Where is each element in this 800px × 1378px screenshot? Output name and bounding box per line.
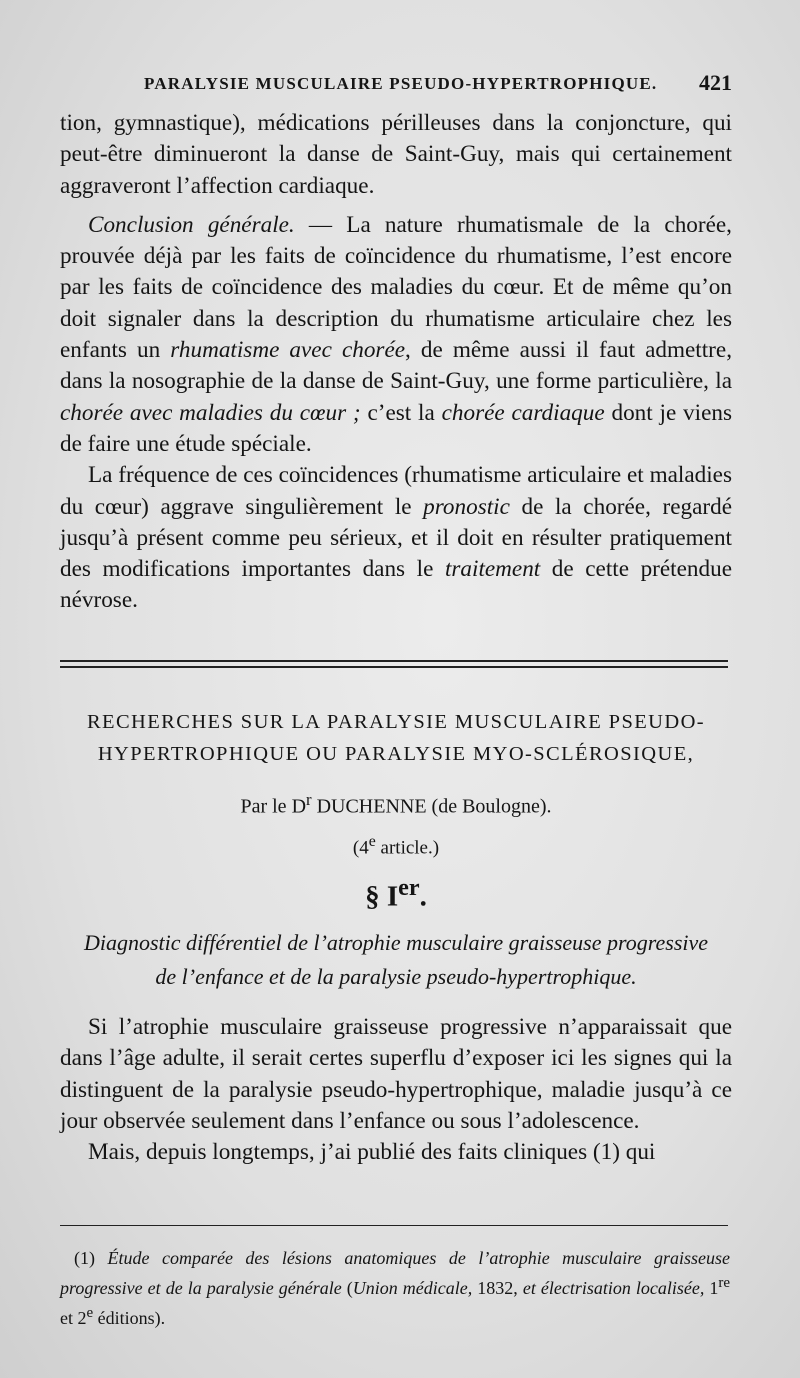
- italic-run: chorée avec maladies du cœur ;: [60, 399, 361, 426]
- footnote-text: 1832,: [472, 1278, 523, 1298]
- subtitle-line-2: de l’enfance et de la paralysie pseudo-hypertrophique.: [155, 964, 637, 989]
- running-head-title: PARALYSIE MUSCULAIRE PSEUDO-HYPERTROPHIQUE.: [144, 74, 658, 93]
- italic-run: traitement: [444, 556, 541, 583]
- section-superscript: er: [398, 874, 420, 901]
- article-title-line-1: RECHERCHES SUR LA PARALYSIE MUSCULAIRE PSEUDO-: [86, 711, 706, 733]
- article-title-line-2: HYPERTROPHIQUE OU PARALYSIE MYO-SCLÉROSIQUE,: [97, 743, 695, 765]
- footnote-marker: (1): [74, 1248, 108, 1268]
- text-run: dont je viens de faire une étude spéciale.: [60, 399, 732, 457]
- double-rule-divider: [60, 660, 728, 668]
- italic-run: chorée cardiaque: [441, 399, 605, 426]
- article-title: [60, 706, 732, 770]
- paragraph-atrophie: [60, 1012, 732, 1137]
- footnote-text: éditions).: [93, 1308, 166, 1328]
- footnote-italic: Étude comparée des lésions anatomiques de l’atrophie musculaire graisseuse progressive et de la paralysie générale: [60, 1248, 730, 1298]
- paragraph-conclusion: [60, 210, 732, 460]
- paragraph-text: tion, gymnastique), médications périlleuses dans la conjoncture, qui peut-être diminueront la danse de Saint-Guy, mais qui certainement aggraveront l’affection cardiaque.: [60, 110, 732, 199]
- text-run: de cette prétendue névrose.: [60, 556, 732, 614]
- italic-run: rhumatisme avec chorée: [170, 337, 406, 364]
- paragraph-text: Si l’atrophie musculaire graisseuse progressive n’apparaissait que dans l’âge adulte, il serait certes superflu d’exposer ici les signes qui la distinguent de la paralysie pseudo-hypertrophique, maladie jusqu’à ce jour observée seulement dans l’enfance ou sous l’adolescence.: [60, 1014, 732, 1134]
- text-run: c’est la: [360, 399, 442, 426]
- body-text-lower: [60, 1012, 732, 1168]
- byline-name: DUCHENNE (de Boulogne).: [311, 795, 552, 818]
- text-run: — La nature rhumatismale de la chorée, prouvée déjà par les faits de coïncidence du rhumatisme, l’est encore par les faits de coïncidence des maladies du cœur. Et de même qu’on doit signaler dans la description du rhumatisme articulaire chez les enfants un: [60, 211, 732, 364]
- footnote-superscript: re: [718, 1275, 731, 1291]
- author-byline: [60, 790, 732, 819]
- footnote: [60, 1246, 730, 1331]
- footnote-text: 1: [704, 1278, 719, 1298]
- section-subtitle: [60, 926, 732, 994]
- italic-run: pronostic: [423, 493, 510, 520]
- section-heading: [60, 874, 732, 914]
- text-run: La fréquence de ces coïncidences (rhumatisme articulaire et maladies du cœur) aggrave singulièrement le: [60, 462, 732, 520]
- section-prefix: § I: [365, 880, 399, 913]
- article-number: [60, 833, 732, 859]
- footnote-superscript: e: [86, 1305, 94, 1321]
- article-number-superscript: e: [368, 833, 376, 850]
- footnote-italic: et électrisation localisée,: [522, 1278, 705, 1298]
- paragraph-frequence: [60, 460, 732, 616]
- conclusion-lead: Conclusion générale.: [88, 211, 295, 238]
- byline-prefix: Par le D: [240, 795, 307, 818]
- footnote-italic: Union médicale,: [352, 1278, 473, 1298]
- page-number: 421: [699, 70, 732, 95]
- article-number-suffix: article.): [375, 837, 440, 859]
- footnote-rule: [60, 1225, 728, 1226]
- section-suffix: .: [419, 880, 427, 913]
- paragraph-continuation: [60, 108, 732, 202]
- text-run: de la chorée, regardé jusqu’à présent comme peu sérieux, et il doit en résulter pratiquement des modifications importantes dans le: [60, 493, 732, 583]
- text-run: , de même aussi il faut admettre, dans la nosographie de la danse de Saint-Guy, une forme particulière, la: [60, 337, 732, 395]
- footnote-text: et 2: [60, 1308, 87, 1328]
- paragraph-mais: [60, 1137, 732, 1168]
- paragraph-text: Mais, depuis longtemps, j’ai publié des faits cliniques (1) qui: [88, 1139, 656, 1166]
- body-text-upper: [60, 108, 732, 617]
- byline-superscript: r: [306, 790, 312, 809]
- article-number-prefix: (4: [352, 837, 369, 859]
- running-head: [60, 72, 732, 102]
- footnote-text: (: [341, 1278, 353, 1298]
- subtitle-line-1: Diagnostic différentiel de l’atrophie musculaire graisseuse progressive: [83, 930, 709, 955]
